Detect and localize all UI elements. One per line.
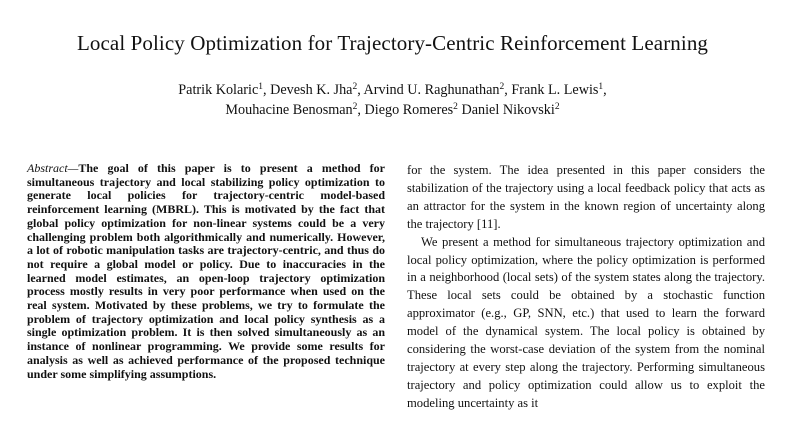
author: Devesh K. Jha$^2$, [270, 82, 364, 98]
author: Daniel Nikovski$^2$ [461, 102, 560, 118]
author: Patrik Kolaric$^1$, [178, 82, 271, 98]
abstract-label: Abstract— [27, 161, 79, 175]
author: Arvind U. Raghunathan$^2$, [363, 82, 512, 98]
abstract [27, 162, 385, 381]
introduction-column [407, 162, 765, 413]
author-line-2 [0, 100, 785, 120]
author: Diego Romeres$^2$ [364, 102, 458, 118]
abstract-text: The goal of this paper is to present a method for simultaneous trajectory and local stabilizing policy optimization to generate local policies for trajectory-centric model-based reinforcement learning (MBRL). This is motivated by the fact that global policy optimization for non-linear systems could be a very challenging problem both algorithmically and numerically. However, a lot of robotic manipulation tasks are trajectory-centric, and thus do not require a global model or policy. Due to inaccuracies in the learned model estimates, an open-loop trajectory optimization process mostly results in very poor performance when used on the real system. Motivated by these problems, we try to formulate the problem of trajectory optimization and local policy synthesis as a single optimization problem. It is then solved simultaneously as an instance of nonlinear programming. We provide some results for analysis as well as achieved performance of the proposed technique under some simplifying assumptions. [27, 161, 385, 381]
author-list [0, 80, 785, 120]
intro-paragraph-2: We present a method for simultaneous trajectory optimization and local policy optimization, where the policy optimization is performed in a neighborhood (local sets) of the system states along the trajectory. These local sets could be obtained by a stochastic function approximator (e.g., GP, SNN, etc.) that used to learn the forward model of the dynamical system. The local policy is obtained by considering the worst-case deviation of the system from the nominal trajectory at every step along the trajectory. Performing simultaneous trajectory and policy optimization could allow us to exploit the modeling uncertainty as it [407, 234, 765, 410]
author: Mouhacine Benosman$^2$, [225, 102, 365, 118]
author: Frank L. Lewis$^1$, [511, 82, 607, 98]
author-line-1 [0, 80, 785, 100]
intro-paragraph-1: for the system. The idea presented in this paper considers the stabilization of the trajectory using a local feedback policy that acts as an attractor for the system in the known region of uncertainty along the trajectory [11]. [407, 163, 765, 231]
paper-title: Local Policy Optimization for Trajectory-Centric Reinforcement Learning [76, 31, 709, 55]
